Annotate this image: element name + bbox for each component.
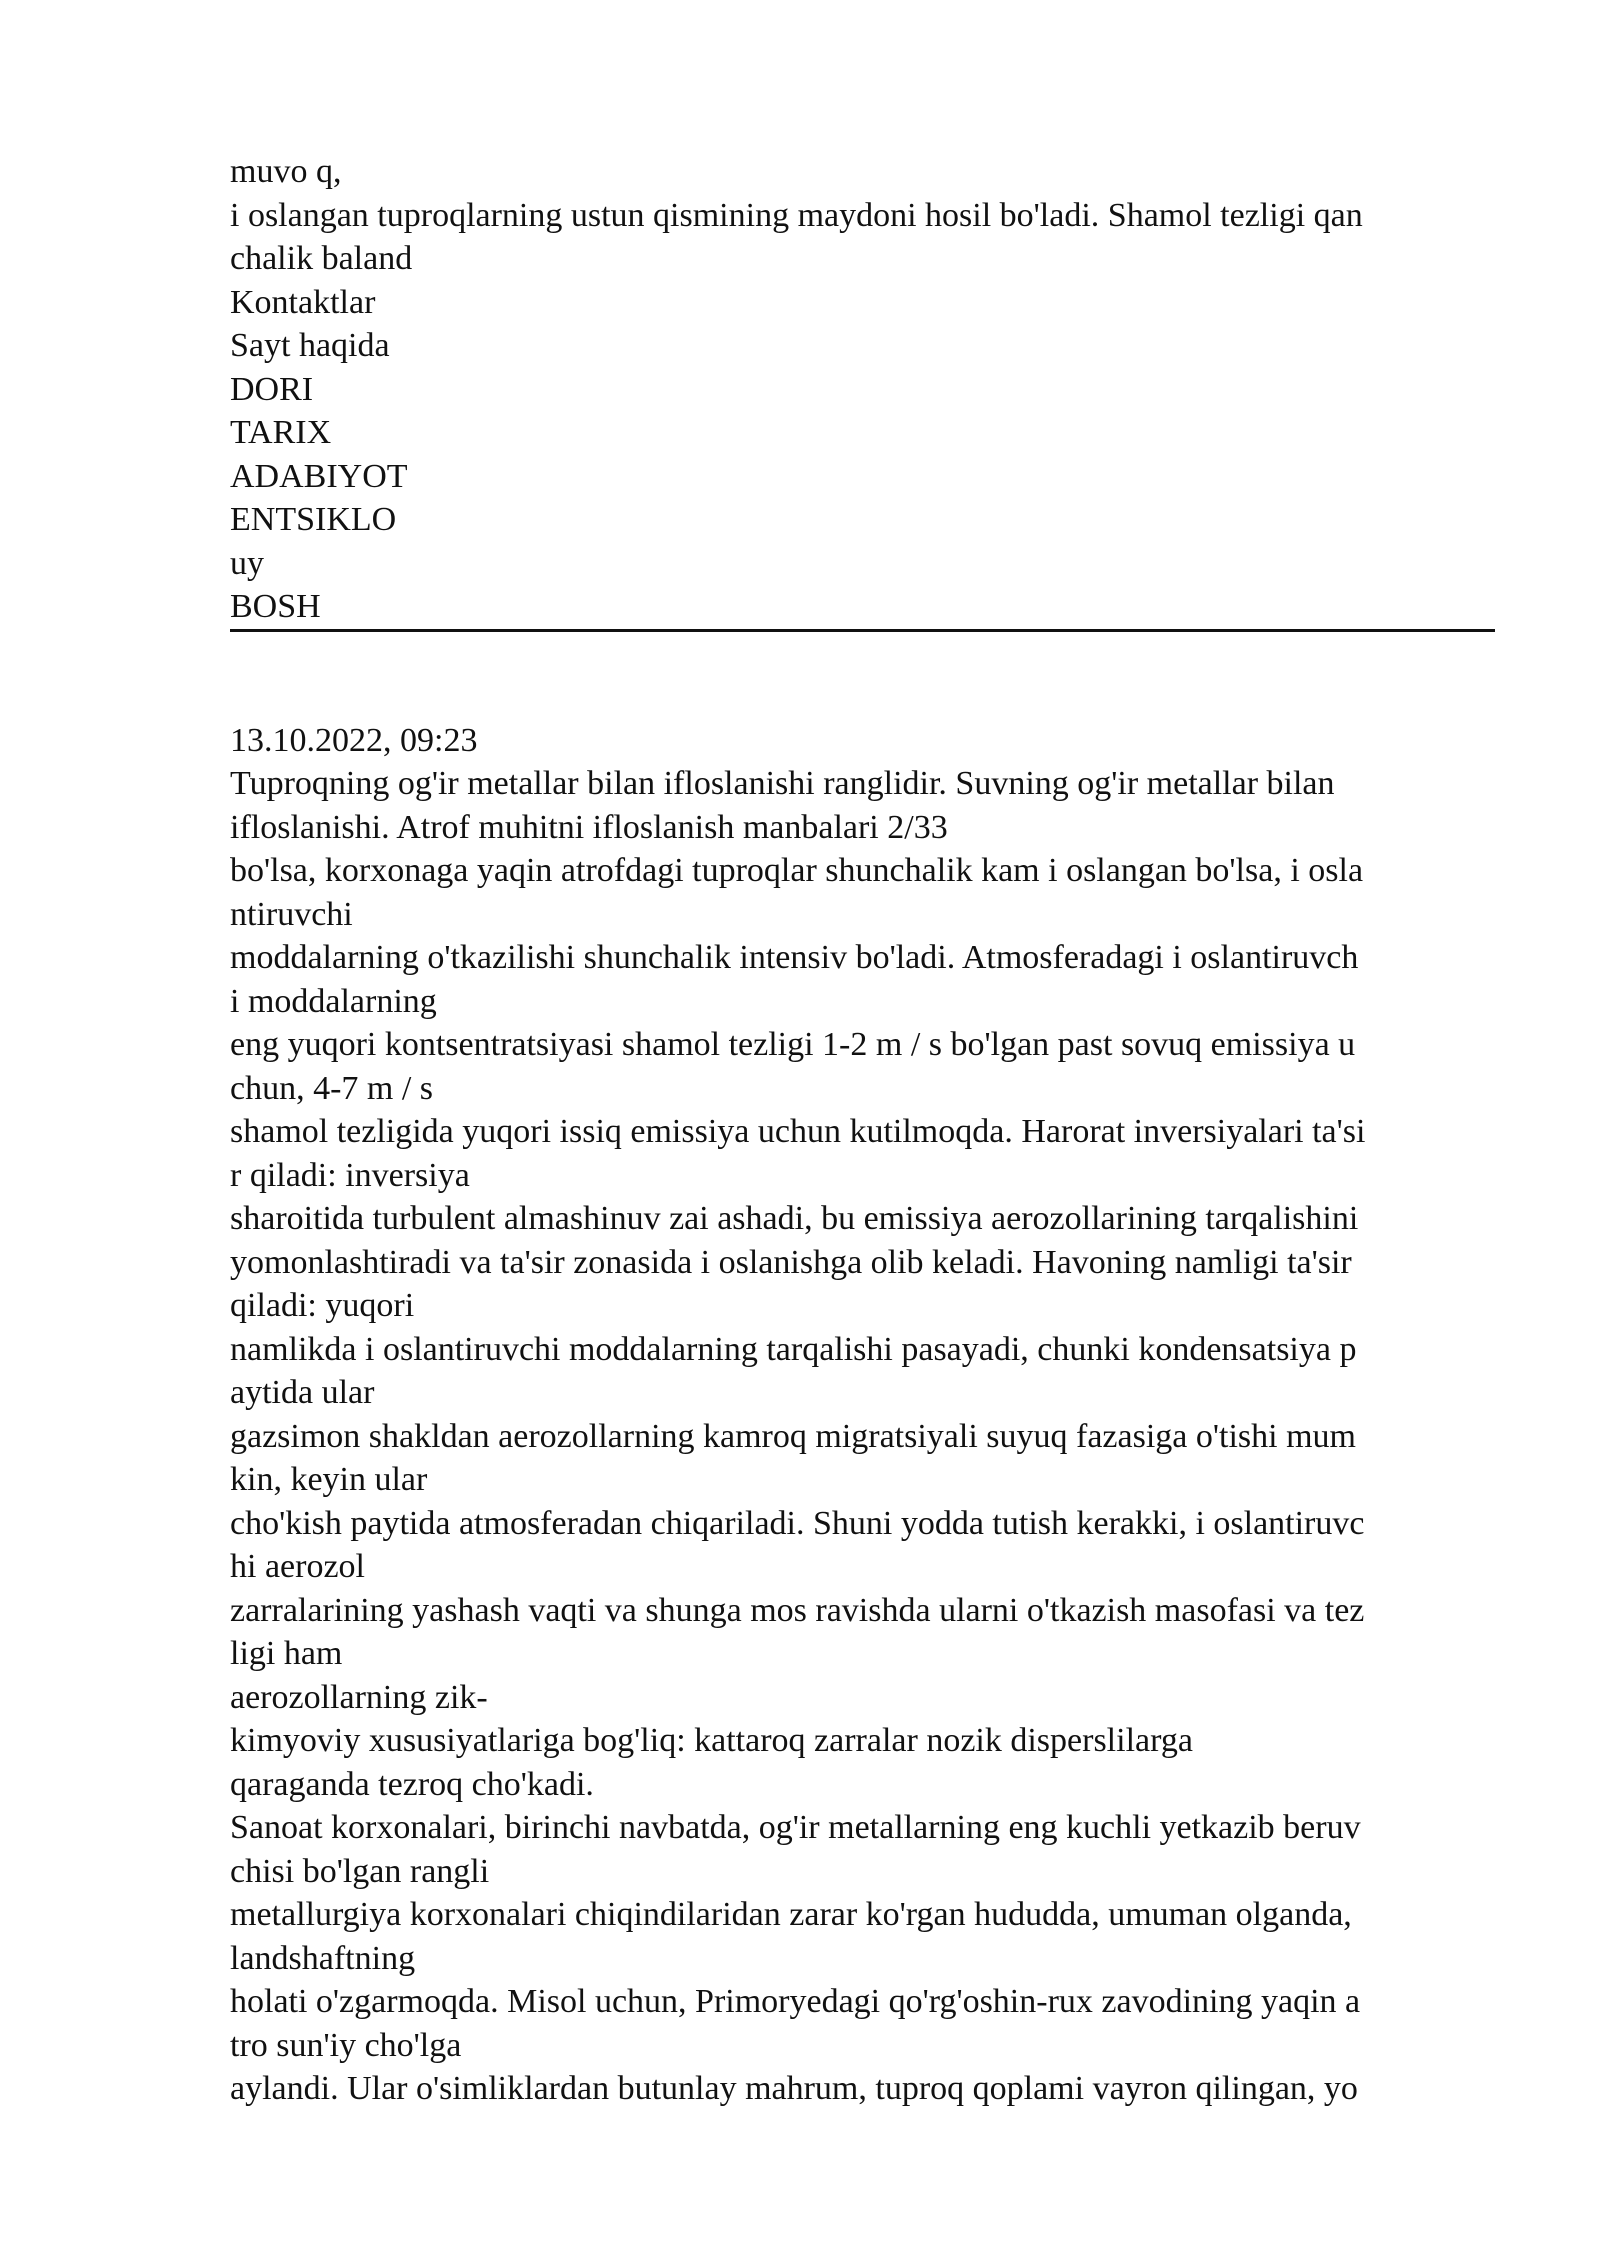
text-line: aytida ular bbox=[230, 1374, 375, 1411]
text-line: r qiladi: inversiya bbox=[230, 1156, 470, 1194]
nav-link-contacts[interactable]: Kontaktlar bbox=[230, 283, 376, 321]
article-body bbox=[230, 719, 1500, 2111]
text-line: Tuproqning og'ir metallar bilan ifloslanishi ranglidir. Suvning og'ir metallar bilan bbox=[230, 765, 1335, 802]
text-line: chun, 4-7 m / s bbox=[230, 1069, 434, 1107]
text-line: aylandi. Ular o'simliklardan butunlay mahrum, tuproq qoplami vayron qilingan, yo bbox=[230, 2070, 1358, 2107]
text-line: holati o'zgarmoqda. Misol uchun, Primoryedagi qo'rg'oshin-rux zavodining yaqin a bbox=[230, 1983, 1361, 2020]
text-line: kin, keyin ular bbox=[230, 1461, 428, 1498]
spacer bbox=[230, 632, 1500, 719]
text-line: tro sun'iy cho'lga bbox=[230, 2026, 462, 2064]
text-line: hi aerozol bbox=[230, 1548, 365, 1585]
nav-link-home[interactable]: uy bbox=[230, 544, 264, 582]
text-line: zarralarining yashash vaqti va shunga mos ravishda ularni o'tkazish masofasi va tez bbox=[230, 1591, 1365, 1629]
text-line: chalik baland bbox=[230, 240, 413, 277]
text-line: kimyoviy xususiyatlariga bog'liq: kattaroq zarralar nozik disperslilarga bbox=[230, 1722, 1193, 1759]
text-line: cho'kish paytida atmosferadan chiqariladi. Shuni yodda tutish kerakki, i oslantiruvc bbox=[230, 1504, 1365, 1542]
text-line: aerozollarning zik- bbox=[230, 1678, 488, 1716]
nav-link-main[interactable]: BOSH bbox=[230, 588, 321, 625]
text-line: moddalarning o'tkazilishi shunchalik intensiv bo'ladi. Atmosferadagi i oslantiruvch bbox=[230, 939, 1359, 976]
text-line: gazsimon shakldan aerozollarning kamroq migratsiyali suyuq fazasiga o'tishi mum bbox=[230, 1417, 1356, 1455]
nav-link-about[interactable]: Sayt haqida bbox=[230, 327, 390, 364]
article-date: 13.10.2022, 09:23 bbox=[230, 721, 478, 759]
document-page bbox=[230, 150, 1500, 2111]
nav-link-encyclopedia[interactable]: ENTSIKLO bbox=[230, 501, 397, 538]
text-line: yomonlashtiradi va ta'sir zonasida i oslanishga olib keladi. Havoning namligi ta'sir bbox=[230, 1243, 1352, 1281]
text-line: ntiruvchi bbox=[230, 895, 353, 933]
text-line: muvo q, bbox=[230, 153, 342, 190]
text-line: chisi bo'lgan rangli bbox=[230, 1852, 490, 1890]
text-line: namlikda i oslantiruvchi moddalarning tarqalishi pasayadi, chunki kondensatsiya p bbox=[230, 1330, 1357, 1368]
text-line: shamol tezligida yuqori issiq emissiya uchun kutilmoqda. Harorat inversiyalari ta'si bbox=[230, 1113, 1366, 1150]
text-line: qaraganda tezroq cho'kadi. bbox=[230, 1765, 594, 1803]
text-line: i moddalarning bbox=[230, 982, 437, 1020]
text-line: qiladi: yuqori bbox=[230, 1287, 415, 1324]
text-line: Sanoat korxonalari, birinchi navbatda, og'ir metallarning eng kuchli yetkazib beruv bbox=[230, 1809, 1361, 1846]
text-line: ifloslanishi. Atrof muhitni ifloslanish manbalari 2/33 bbox=[230, 808, 948, 846]
nav-link-history[interactable]: TARIX bbox=[230, 414, 332, 451]
text-line: eng yuqori kontsentratsiyasi shamol tezligi 1-2 m / s bo'lgan past sovuq emissiya u bbox=[230, 1026, 1356, 1063]
nav-link-literature[interactable]: ADABIYOT bbox=[230, 457, 408, 495]
nav-link-medicine[interactable]: DORI bbox=[230, 370, 314, 408]
text-line: sharoitida turbulent almashinuv zai ashadi, bu emissiya aerozollarining tarqalishini bbox=[230, 1200, 1359, 1237]
text-line: bo'lsa, korxonaga yaqin atrofdagi tuproqlar shunchalik kam i oslangan bo'lsa, i osla bbox=[230, 852, 1364, 889]
header-block bbox=[230, 150, 1495, 632]
text-line: landshaftning bbox=[230, 1939, 416, 1977]
text-line: metallurgiya korxonalari chiqindilaridan zarar ko'rgan hududda, umuman olganda, bbox=[230, 1896, 1352, 1933]
text-line: i oslangan tuproqlarning ustun qismining maydoni hosil bo'ladi. Shamol tezligi qan bbox=[230, 196, 1363, 234]
text-line: ligi ham bbox=[230, 1635, 343, 1672]
